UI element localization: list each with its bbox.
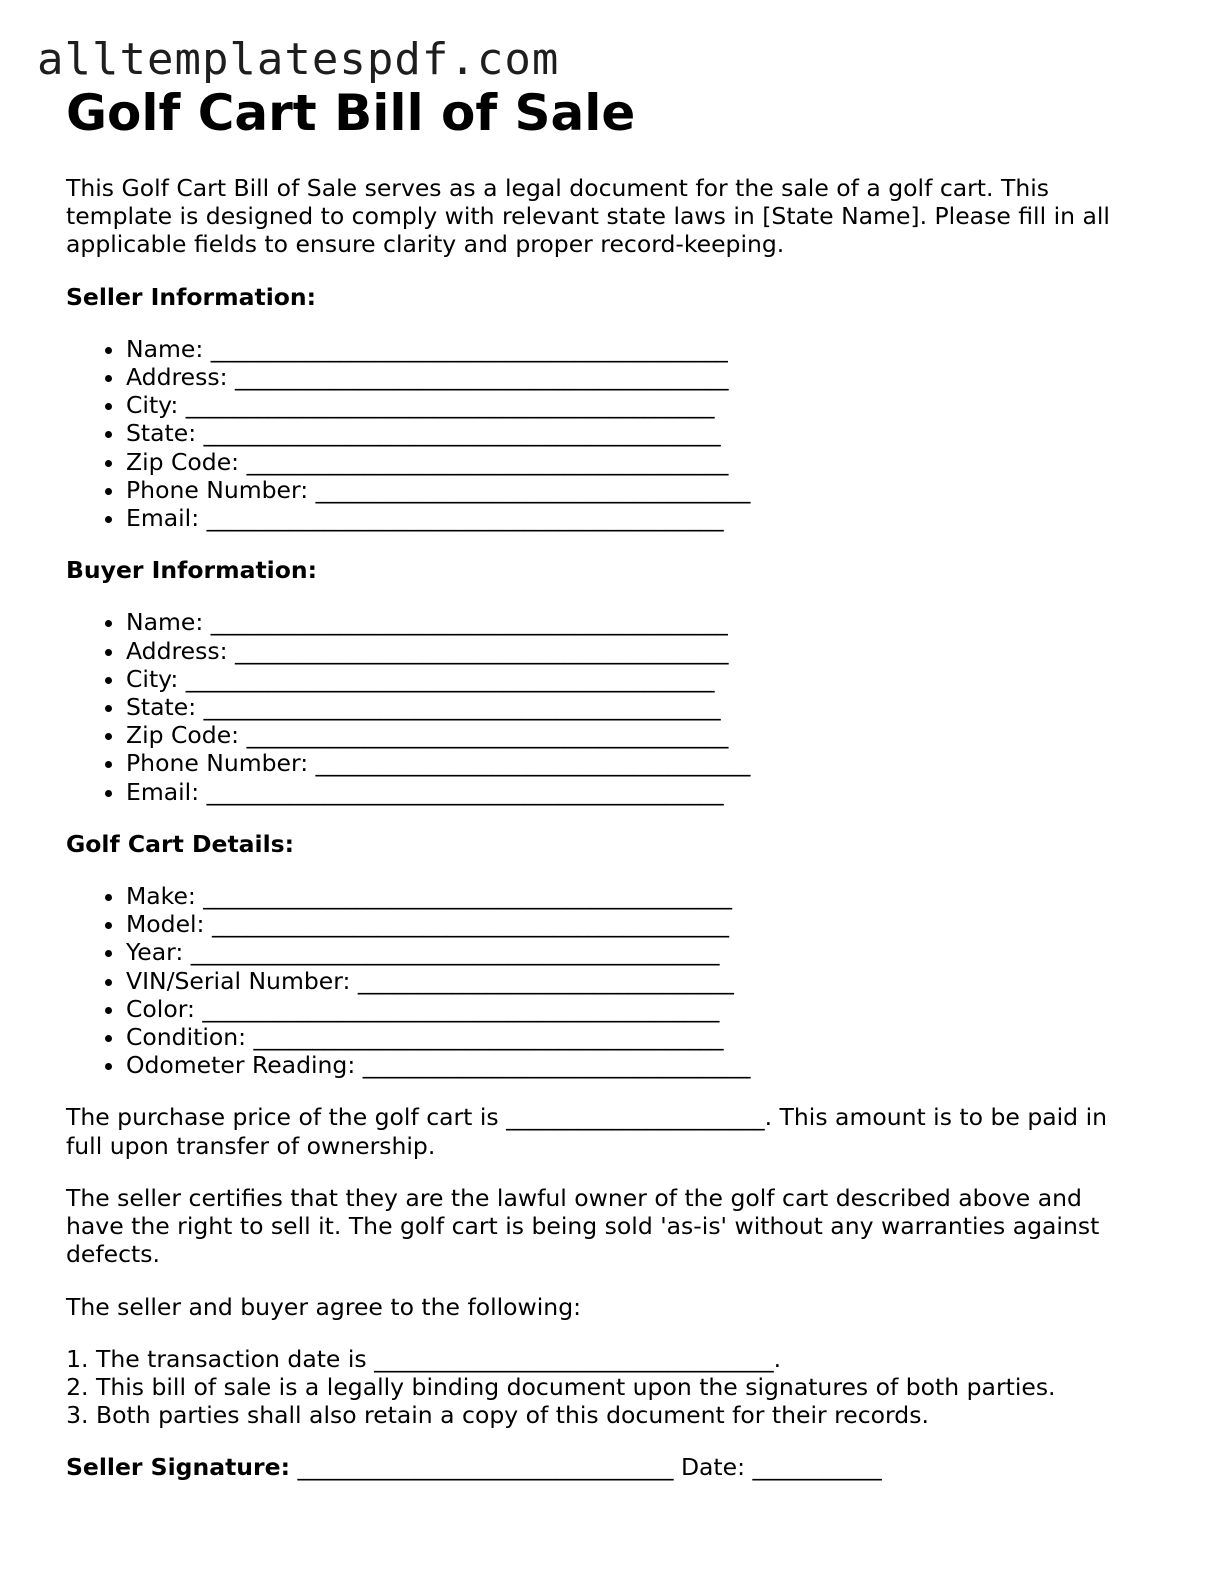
cart-condition-field[interactable]: • Condition: ________________________________________ — [126, 1023, 1146, 1051]
term-binding: 2. This bill of sale is a legally binding document upon the signatures of both parties. — [96, 1373, 1146, 1401]
buyer-email-field[interactable]: • Email: ____________________________________________ — [126, 778, 1146, 806]
cart-heading: Golf Cart Details: — [66, 829, 295, 858]
buyer-heading: Buyer Information: — [66, 556, 318, 585]
cart-fields — [66, 882, 1146, 1079]
buyer-phone-field[interactable]: • Phone Number: _____________________________________ — [126, 749, 1146, 777]
seller-signature-row — [66, 1453, 1146, 1481]
buyer-address-field[interactable]: • Address: __________________________________________ — [126, 637, 1146, 665]
intro-paragraph: This Golf Cart Bill of Sale serves as a legal document for the sale of a golf cart. This template is designed to comply with relevant state laws in [State Name]. Please fill in all applicable fields to ensure clarity and proper record-keeping. — [66, 174, 1110, 259]
cart-vin-field[interactable]: • VIN/Serial Number: ________________________________ — [126, 967, 1146, 995]
buyer-fields — [66, 608, 1146, 805]
cart-model-field[interactable]: • Model: ____________________________________________ — [126, 910, 1146, 938]
seller-phone-field[interactable]: • Phone Number: _____________________________________ — [126, 476, 1146, 504]
buyer-city-field[interactable]: • City: _____________________________________________ — [126, 665, 1146, 693]
page-title: Golf Cart Bill of Sale — [66, 84, 636, 142]
cart-year-field[interactable]: • Year: _____________________________________________ — [126, 938, 1146, 966]
seller-name-field[interactable]: • Name: ____________________________________________ — [126, 335, 1146, 363]
cart-make-field[interactable]: • Make: _____________________________________________ — [126, 882, 1146, 910]
seller-address-field[interactable]: • Address: __________________________________________ — [126, 363, 1146, 391]
buyer-state-field[interactable]: • State: ____________________________________________ — [126, 693, 1146, 721]
term-transaction-date[interactable]: 1. The transaction date is __________________________________. — [96, 1345, 1146, 1373]
seller-fields — [66, 335, 1146, 532]
terms-list — [66, 1345, 1146, 1430]
certify-paragraph: The seller certifies that they are the lawful owner of the golf cart described above and have the right to sell it. The golf cart is being sold 'as-is' without any warranties against defects. — [66, 1183, 1100, 1269]
seller-zip-field[interactable]: • Zip Code: _________________________________________ — [126, 448, 1146, 476]
seller-heading: Seller Information: — [66, 282, 317, 311]
watermark: alltemplatespdf.com — [37, 34, 560, 85]
seller-signature-label: Seller Signature: — [66, 1453, 290, 1482]
document-body — [66, 174, 1146, 1482]
seller-signature-line[interactable]: ________________________________ — [297, 1453, 674, 1482]
agree-paragraph: The seller and buyer agree to the following: — [66, 1292, 582, 1321]
price-paragraph[interactable]: The purchase price of the golf cart is ______________________. This amount is to be paid in full upon transfer of ownership. — [66, 1103, 1107, 1160]
term-copies: 3. Both parties shall also retain a copy of this document for their records. — [96, 1401, 1146, 1429]
signature-date-line[interactable]: ___________ — [752, 1453, 882, 1482]
seller-email-field[interactable]: • Email: ____________________________________________ — [126, 504, 1146, 532]
seller-city-field[interactable]: • City: _____________________________________________ — [126, 391, 1146, 419]
buyer-name-field[interactable]: • Name: ____________________________________________ — [126, 608, 1146, 636]
seller-state-field[interactable]: • State: ____________________________________________ — [126, 419, 1146, 447]
signature-date-label: Date: — [680, 1453, 746, 1482]
cart-odometer-field[interactable]: • Odometer Reading: _________________________________ — [126, 1051, 1146, 1079]
buyer-zip-field[interactable]: • Zip Code: _________________________________________ — [126, 721, 1146, 749]
cart-color-field[interactable]: • Color: ____________________________________________ — [126, 995, 1146, 1023]
